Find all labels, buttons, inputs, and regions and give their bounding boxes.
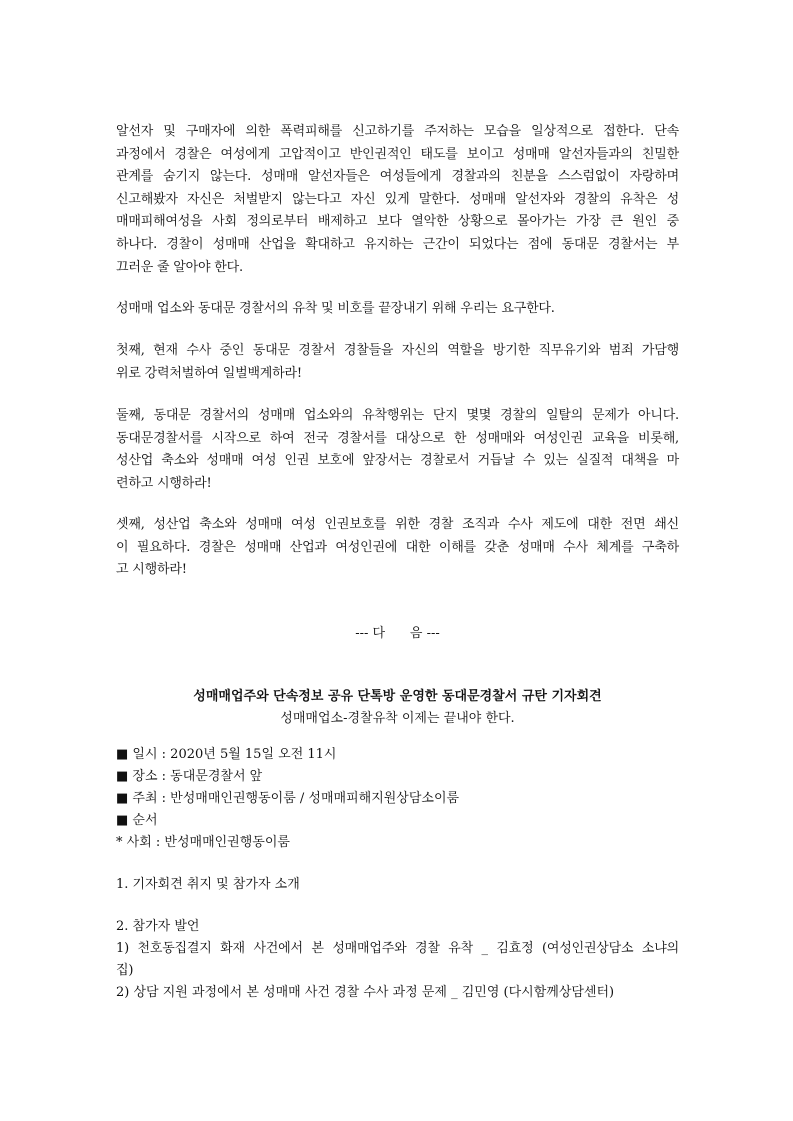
text-line: 과정에서 경찰은 여성에게 고압적이고 반인권적인 태도를 보이고 성매매 알선자들과의 친밀한 [116, 146, 679, 162]
event-date: ■ 일시 : 2020년 5월 15일 오전 11시 [116, 747, 337, 762]
paragraph-collusion-context [116, 121, 679, 279]
program-item-1: 1. 기자회견 취지 및 참가자 소개 [116, 877, 300, 892]
text-line: 성매매 업소와 동대문 경찰서의 유착 및 비호를 끝장내기 위해 우리는 요구한다. [116, 301, 555, 316]
paragraph-demand-third [116, 514, 679, 582]
text-line: 매매피해여성을 사회 정의로부터 배제하고 보다 열악한 상황으로 몰아가는 가장 큰 원인 중 [116, 214, 679, 230]
speaker-2: 2) 상담 지원 과정에서 본 성매매 사건 경찰 수사 과정 문제 _ 김민영 (다시함께상담센터) [116, 985, 615, 1000]
text-line: 위로 강력처벌하여 일벌백계하라! [116, 365, 302, 381]
event-place: ■ 장소 : 동대문경찰서 앞 [116, 769, 263, 784]
paragraph-demand-intro [116, 298, 679, 321]
program-item-2: 2. 참가자 발언 [116, 919, 200, 934]
text-line: 신고해봤자 자신은 처벌받지 않는다고 자신 있게 말한다. 성매매 알선자와 경찰의 유착은 성 [116, 191, 679, 207]
text-line: 끄러운 줄 알아야 한다. [116, 259, 243, 275]
event-subtitle: 성매매업소-경찰유착 이제는 끝내야 한다. [280, 711, 515, 726]
event-title: 성매매업주와 단속정보 공유 단톡방 운영한 동대문경찰서 규탄 기자회견 [193, 689, 602, 704]
text-line: 고 시행하라! [116, 562, 187, 578]
text-line: 련하고 시행하라! [116, 475, 212, 491]
speaker-1 [116, 938, 679, 982]
event-host: ■ 주최 : 반성매매인권행동이룸 / 성매매피해지원상담소이룸 [116, 791, 460, 806]
event-mc: * 사회 : 반성매매인권행동이룸 [116, 835, 290, 850]
text-line: 집) [116, 963, 134, 978]
section-divider: --- 다 음 --- [355, 626, 440, 641]
text-line: 알선자 및 구매자에 의한 폭력피해를 신고하기를 주저하는 모습을 일상적으로 접한다. 단속 [116, 124, 679, 139]
paragraph-demand-first [116, 340, 679, 385]
text-line: 둘째, 동대문 경찰서의 성매매 업소와의 유착행위는 단지 몇몇 경찰의 일탈의 문제가 아니다. [116, 408, 679, 423]
text-line: 첫째, 현재 수사 중인 동대문 경찰서 경찰들을 자신의 역할을 방기한 직무유기와 범죄 가담행 [116, 343, 679, 358]
event-order: ■ 순서 [116, 813, 158, 828]
text-line: 이 필요하다. 경찰은 성매매 산업과 여성인권에 대한 이해를 갖춘 성매매 수사 체계를 구축하 [116, 539, 679, 555]
text-line: 동대문경찰서를 시작으로 하여 전국 경찰서를 대상으로 한 성매매와 여성인권 교육을 비롯해, [116, 430, 679, 446]
paragraph-demand-second [116, 405, 679, 495]
text-line: 셋째, 성산업 축소와 성매매 여성 인권보호를 위한 경찰 조직과 수사 제도에 대한 전면 쇄신 [116, 517, 679, 532]
text-line: 성산업 축소와 성매매 여성 인권 보호에 앞장서는 경찰로서 거듭날 수 있는 실질적 대책을 마 [116, 453, 679, 469]
text-line: 관계를 숨기지 않는다. 성매매 알선자들은 여성들에게 경찰과의 친분을 스스럼없이 자랑하며 [116, 169, 679, 185]
text-line: 하나다. 경찰이 성매매 산업을 확대하고 유지하는 근간이 되었다는 점에 동대문 경찰서는 부 [116, 236, 679, 252]
text-line: 1) 천호동집결지 화재 사건에서 본 성매매업주와 경찰 유착 _ 김효정 (여성인권상담소 소냐의 [116, 941, 679, 956]
